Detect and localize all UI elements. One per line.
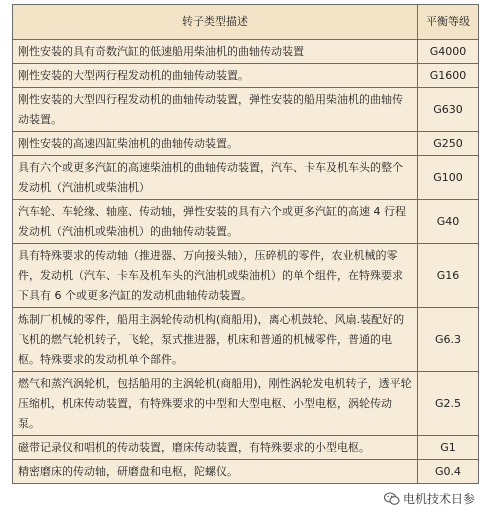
table-row xyxy=(13,436,479,460)
balance-grade-table xyxy=(12,4,479,484)
row-desc: 刚性安装的大型四行程发动机的曲轴传动装置，弹性安装的船用柴油机的曲轴传动装置。 xyxy=(13,88,418,132)
row-desc: 刚性安装的具有奇数汽缸的低速船用柴油机的曲轴传动装置 xyxy=(13,40,418,64)
table-row xyxy=(13,308,479,372)
table-row xyxy=(13,64,479,88)
table-row xyxy=(13,88,479,132)
watermark-text: 电机技术日参 xyxy=(402,492,475,506)
header-grade: 平衡等级 xyxy=(418,5,479,40)
row-desc: 具有特殊要求的传动轴（推进器、万向接头轴），压碎机的零件，农业机械的零件，发动机（汽车、卡车及机车头的汽油机或柴油机）的单个组件，在特殊要求下具有 6 个或更多汽缸的发动机曲轴传动装置。 xyxy=(13,244,418,308)
row-desc: 汽车轮、车轮缘、轴座、传动轴，弹性安装的具有六个或更多汽缸的高速 4 行程发动机（汽油机或柴油机）的曲轴传动装置。 xyxy=(13,200,418,244)
header-desc: 转子类型描述 xyxy=(13,5,418,40)
row-desc: 磁带记录仪和唱机的传动装置，磨床传动装置，有特殊要求的小型电枢。 xyxy=(13,436,418,460)
row-desc: 精密磨床的传动轴，研磨盘和电枢，陀螺仪。 xyxy=(13,460,418,484)
table-row xyxy=(13,372,479,436)
table-row xyxy=(13,132,479,156)
wechat-icon xyxy=(384,492,400,506)
watermark xyxy=(381,489,478,508)
table-row xyxy=(13,460,479,484)
row-grade: G2.5 xyxy=(418,372,479,436)
row-grade: G16 xyxy=(418,244,479,308)
row-grade: G0.4 xyxy=(418,460,479,484)
row-grade: G6.3 xyxy=(418,308,479,372)
row-desc: 炼制厂机械的零件，船用主涡轮传动机构(商船用)，离心机鼓轮、风扇.装配好的飞机的燃气轮机转子，飞轮，泵式推进器，机床和普通的机械零件，普通的电枢。特殊要求的发动机单个部件。 xyxy=(13,308,418,372)
row-desc: 燃气和蒸汽涡轮机，包括船用的主涡轮机(商船用)，刚性涡轮发电机转子，透平轮压缩机，机床传动装置，有特殊要求的中型和大型电枢、小型电枢，涡轮传动泵。 xyxy=(13,372,418,436)
row-grade: G100 xyxy=(418,156,479,200)
row-grade: G1 xyxy=(418,436,479,460)
table-header-row xyxy=(13,5,479,40)
row-desc: 刚性安装的高速四缸柴油机的曲轴传动装置。 xyxy=(13,132,418,156)
row-desc: 具有六个或更多汽缸的高速柴油机的曲轴传动装置，汽车、卡车及机车头的整个发动机（汽油机或柴油机） xyxy=(13,156,418,200)
table-row xyxy=(13,200,479,244)
table-row xyxy=(13,156,479,200)
row-desc: 刚性安装的大型两行程发动机的曲轴传动装置。 xyxy=(13,64,418,88)
row-grade: G630 xyxy=(418,88,479,132)
table-row xyxy=(13,244,479,308)
row-grade: G40 xyxy=(418,200,479,244)
table-row xyxy=(13,40,479,64)
row-grade: G250 xyxy=(418,132,479,156)
row-grade: G4000 xyxy=(418,40,479,64)
row-grade: G1600 xyxy=(418,64,479,88)
